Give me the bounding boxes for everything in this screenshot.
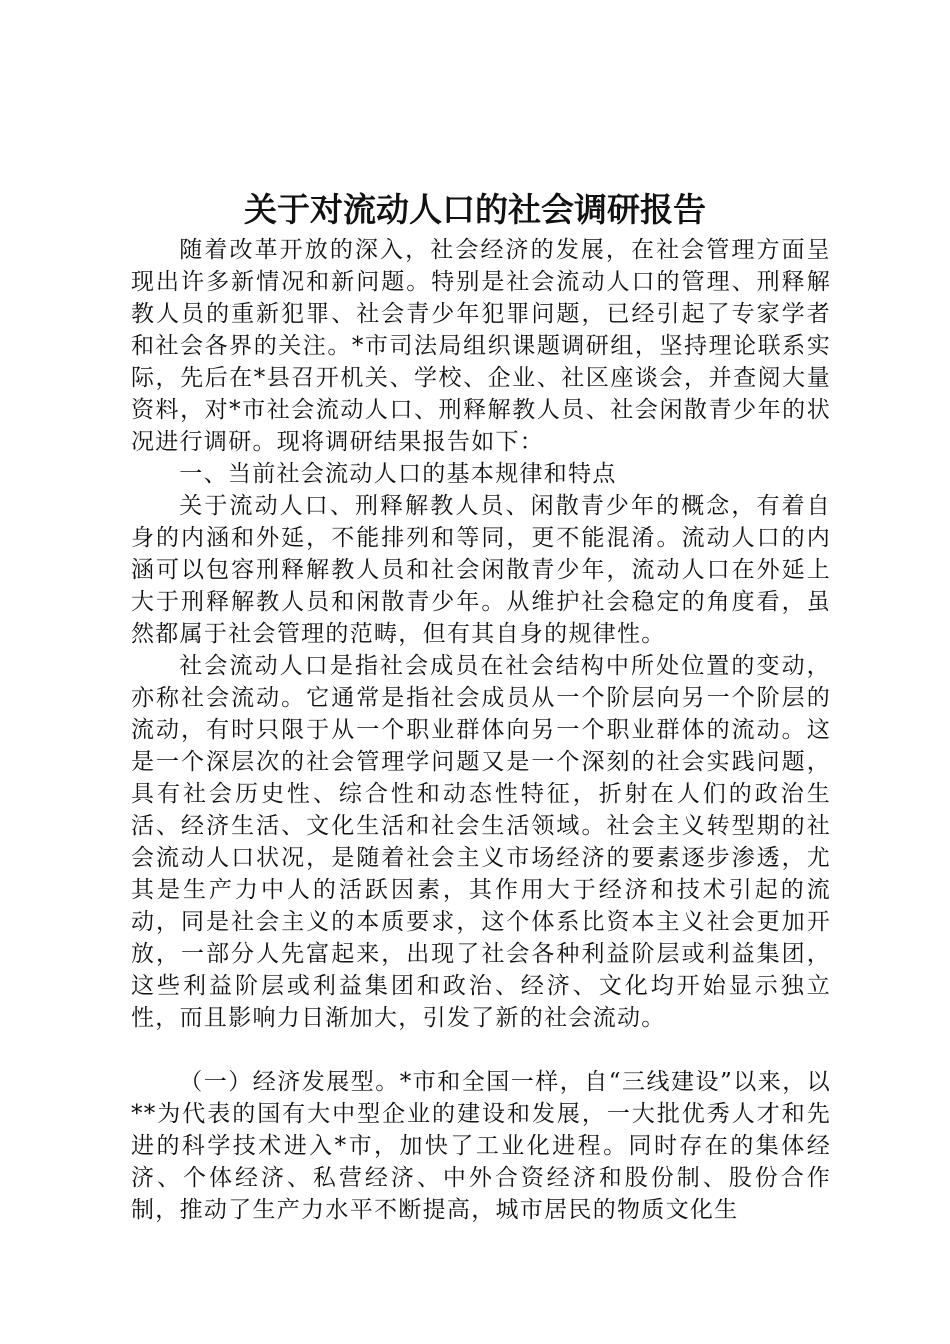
paragraph-economic-type: （一）经济发展型。*市和全国一样，自“三线建设”以来，以**为代表的国有大中型企业的建设和发展，一大批优秀人才和先进的科学技术进入*市，加快了工业化进程。同时存在的集体经济、个体经济、私营经济、中外合资经济和股份制、股份合作制，推动了生产力水平不断提高，城市居民的物质文化生 xyxy=(131,1069,831,1223)
paragraph-definition: 社会流动人口是指社会成员在社会结构中所处位置的变动，亦称社会流动。它通常是指社会成员从一个阶层向另一个阶层的流动，有时只限于从一个职业群体向另一个职业群体的流动。这是一个深层次的社会管理学问题又是一个深刻的社会实践问题，具有社会历史性、综合性和动态性特征，折射在人们的政治生活、经济生活、文化生活和社会生活领域。社会主义转型期的社会流动人口状况，是随着社会主义市场经济的要素逐步渗透，尤其是生产力中人的活跃因素，其作用大于经济和技术引起的流动，同是社会主义的本质要求，这个体系比资本主义社会更加开放，一部分人先富起来，出现了社会各种利益阶层或利益集团，这些利益阶层或利益集团和政治、经济、文化均开始显示独立性，而且影响力日渐加大，引发了新的社会流动。 xyxy=(131,653,831,1031)
paragraph-concepts: 关于流动人口、刑释解教人员、闲散青少年的概念，有着自身的内涵和外延，不能排列和等同，更不能混淆。流动人口的内涵可以包容刑释解教人员和社会闲散青少年，流动人口在外延上大于刑释解教人员和闲散青少年。从维护社会稳定的角度看，虽然都属于社会管理的范畴，但有其自身的规律性。 xyxy=(131,493,831,647)
document-title: 关于对流动人口的社会调研报告 xyxy=(244,190,706,229)
section-heading: 一、当前社会流动人口的基本规律和特点 xyxy=(179,461,617,487)
paragraph-intro: 随着改革开放的深入，社会经济的发展，在社会管理方面呈现出许多新情况和新问题。特别是社会流动人口的管理、刑释解教人员的重新犯罪、社会青少年犯罪问题，已经引起了专家学者和社会各界的关注。*市司法局组织课题调研组，坚持理论联系实际，先后在*县召开机关、学校、企业、社区座谈会，并查阅大量资料，对*市社会流动人口、刑释解教人员、社会闲散青少年的状况进行调研。现将调研结果报告如下： xyxy=(131,237,831,455)
document-body xyxy=(131,234,831,1226)
